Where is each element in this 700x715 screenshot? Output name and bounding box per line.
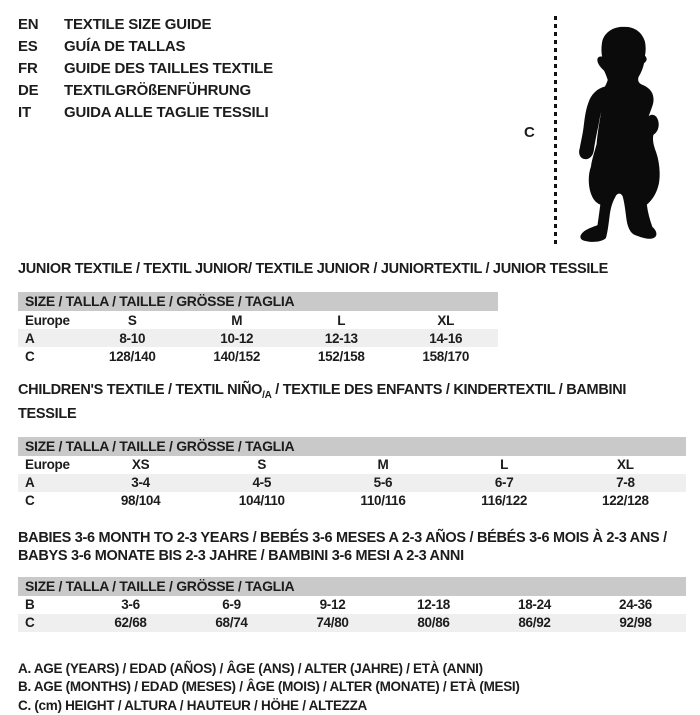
size-cell: 74/80 [316,615,349,631]
guide-title: TEXTILGRÖßENFÜHRUNG [64,82,252,99]
size-cell: 3-6 [121,597,140,613]
size-cell: 158/170 [422,348,470,364]
language-code: DE [18,82,39,99]
language-code: FR [18,60,38,77]
size-cell: L [337,312,346,328]
guide-title: TEXTILE SIZE GUIDE [64,16,212,33]
size-cell: M [377,457,389,473]
title-line-1: BABIES 3-6 MONTH TO 2-3 YEARS / BEBÉS 3-6 MESES A 2-3 AÑOS / BÉBÉS 3-6 MOIS À 2-3 ANS / [18,529,667,546]
junior-textile-section [18,260,686,365]
table-row-age [18,474,686,492]
table-row-age [18,329,498,347]
title-line-2: BABYS 3-6 MONATE BIS 2-3 JAHRE / BAMBINI 3-6 MESI A 2-3 ANNI [18,547,464,564]
babies-table-title [18,529,686,565]
size-header-bar: SIZE / TALLA / TAILLE / GRÖSSE / TAGLIA [18,292,498,311]
junior-size-table [18,311,498,365]
language-code: IT [18,104,31,121]
footnote-a: A. AGE (YEARS) / EDAD (AÑOS) / ÂGE (ANS) / ALTER (JAHRE) / ETÀ (ANNI) [18,660,483,676]
row-label: B [25,597,35,613]
footnote-b: B. AGE (MONTHS) / EDAD (MESES) / ÂGE (MOIS) / ALTER (MONATE) / ETÀ (MESI) [18,679,520,695]
size-cell: 18-24 [517,597,552,613]
guide-title: GUIDE DES TAILLES TEXTILE [64,60,273,77]
size-cell: 6-7 [494,475,514,491]
table-row-height [18,347,498,365]
size-header-bar: SIZE / TALLA / TAILLE / GRÖSSE / TAGLIA [18,437,686,456]
size-cell: 104/110 [238,493,285,509]
size-cell: 24-36 [618,597,653,613]
table-row-height [18,492,686,510]
title-text: CHILDREN'S TEXTILE / TEXTIL NIÑO [18,382,263,398]
table-row-months [18,596,686,614]
size-cell: 14-16 [429,330,463,346]
size-cell: 12-18 [416,597,451,613]
size-cell: 6-9 [222,597,241,613]
size-cell: 122/128 [602,493,649,509]
guide-title: GUIDA ALLE TAGLIE TESSILI [64,104,269,121]
table-row-europe [18,311,498,329]
size-cell: 3-4 [131,475,150,491]
size-cell: 10-12 [220,330,254,346]
size-cell: 8-10 [119,330,146,346]
size-cell: 92/98 [619,615,652,631]
size-cell: 116/122 [481,493,528,509]
row-label: Europe [25,457,70,473]
size-cell: 128/140 [108,348,156,364]
size-cell: XS [131,457,150,473]
size-cell: 7-8 [616,475,635,491]
measure-c-label: C [524,124,535,141]
size-header-bar: SIZE / TALLA / TAILLE / GRÖSSE / TAGLIA [18,577,686,596]
height-measure-figure [518,12,686,252]
babies-textile-section [18,529,686,632]
size-cell: XL [437,312,455,328]
toddler-silhouette-icon [564,14,685,252]
size-cell: 12-13 [324,330,358,346]
childrens-table-title [18,381,686,423]
size-cell: 5-6 [373,475,393,491]
size-cell: L [500,457,509,473]
language-code: ES [18,38,38,55]
row-label: C [25,615,35,631]
title-text: / TEXTILE DES ENFANTS / KINDERTEXTIL / BAMBINI TESSILE [18,382,627,422]
size-cell: 152/158 [317,348,365,364]
size-cell: 110/116 [360,493,406,509]
size-cell: S [127,312,137,328]
row-label: A [25,330,35,346]
row-label: Europe [25,312,70,328]
size-cell: 80/86 [417,615,450,631]
row-label: C [25,348,35,364]
size-cell: 4-5 [252,475,272,491]
row-label: A [25,475,35,491]
guide-title: GUÍA DE TALLAS [64,38,186,55]
legend-footnotes [18,660,686,715]
size-cell: 98/104 [120,493,161,509]
footnote-c: C. (cm) HEIGHT / ALTURA / HAUTEUR / HÖHE / ALTEZZA [18,697,367,713]
height-dotted-line [554,16,557,248]
size-cell: 62/68 [114,615,147,631]
size-cell: M [231,312,243,328]
size-cell: 140/152 [213,348,261,364]
size-cell: 86/92 [518,615,551,631]
table-row-height [18,614,686,632]
row-label: C [25,493,35,509]
size-cell: 9-12 [319,597,346,613]
junior-table-title: JUNIOR TEXTILE / TEXTIL JUNIOR/ TEXTILE JUNIOR / JUNIORTEXTIL / JUNIOR TESSILE [18,261,608,277]
header [18,12,686,252]
childrens-textile-section [18,381,686,510]
title-subscript: /A [262,389,272,401]
size-cell: 68/74 [215,615,248,631]
size-cell: XL [617,457,634,473]
size-cell: S [257,457,267,473]
childrens-size-table [18,456,686,510]
babies-size-table [18,596,686,632]
table-row-europe [18,456,686,474]
language-code: EN [18,16,39,33]
